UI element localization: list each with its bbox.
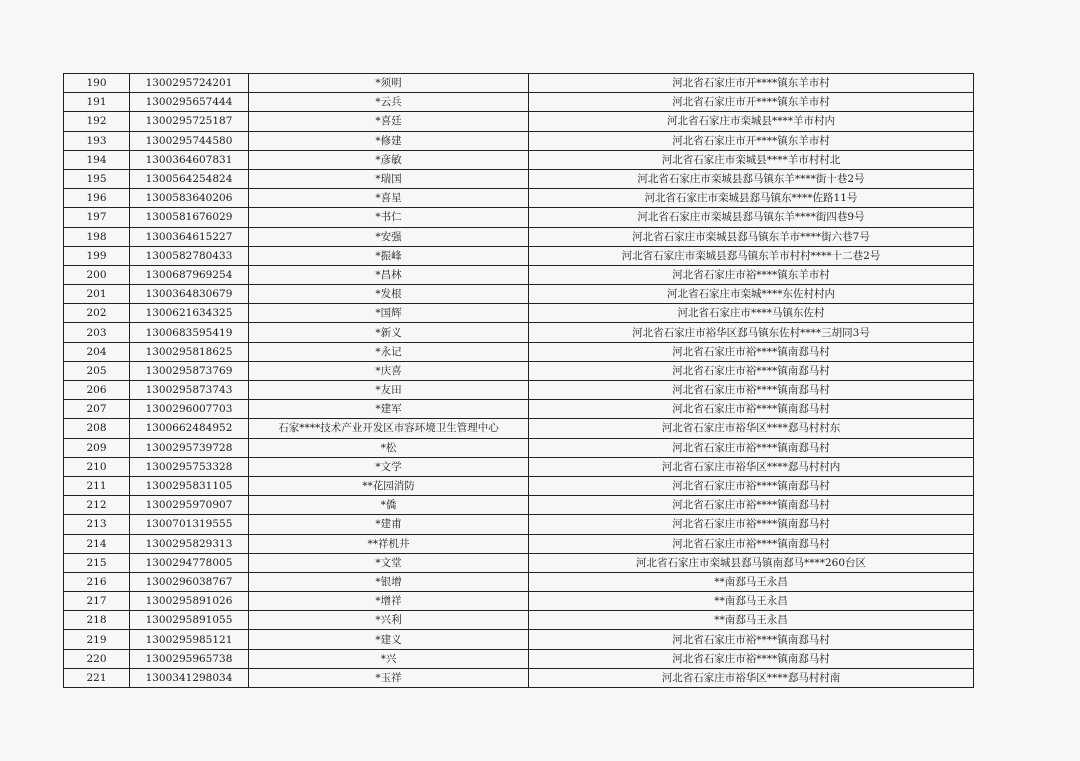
account-name-cell: *兴利 — [249, 611, 529, 630]
row-number-cell: 200 — [64, 265, 130, 284]
table-row — [64, 150, 974, 169]
address-cell: 河北省石家庄市栾城县郄马镇东羊****街四巷9号 — [529, 208, 974, 227]
account-id-cell: 1300295739728 — [130, 438, 249, 457]
account-name-cell: *云兵 — [249, 93, 529, 112]
address-cell: 河北省石家庄市裕****镇南郄马村 — [529, 400, 974, 419]
account-name-cell: *振峰 — [249, 246, 529, 265]
address-cell: 河北省石家庄市开****镇东羊市村 — [529, 131, 974, 150]
table-row — [64, 208, 974, 227]
account-name-cell: *须明 — [249, 74, 529, 93]
account-id-cell: 1300364830679 — [130, 285, 249, 304]
address-cell: 河北省石家庄市裕****镇南郄马村 — [529, 438, 974, 457]
account-name-cell: *修建 — [249, 131, 529, 150]
account-name-cell: *喜星 — [249, 189, 529, 208]
account-name-cell: *瑞国 — [249, 169, 529, 188]
account-name-cell: *文学 — [249, 457, 529, 476]
roster-body — [64, 74, 974, 688]
account-name-cell: *国辉 — [249, 304, 529, 323]
account-name-cell: *喜廷 — [249, 112, 529, 131]
account-name-cell: *发根 — [249, 285, 529, 304]
account-id-cell: 1300583640206 — [130, 189, 249, 208]
address-cell: 河北省石家庄市裕****镇南郄马村 — [529, 476, 974, 495]
account-id-cell: 1300295818625 — [130, 342, 249, 361]
table-row — [64, 169, 974, 188]
row-number-cell: 209 — [64, 438, 130, 457]
table-row — [64, 265, 974, 284]
address-cell: 河北省石家庄市栾城县郄马镇东羊市****街六巷7号 — [529, 227, 974, 246]
account-name-cell: *银增 — [249, 572, 529, 591]
address-cell: 河北省石家庄市开****镇东羊市村 — [529, 93, 974, 112]
address-cell: 河北省石家庄市栾城县郄马镇南郄马****260台区 — [529, 553, 974, 572]
address-cell: 河北省石家庄市裕华区****郄马村村内 — [529, 457, 974, 476]
address-cell: 河北省石家庄市裕华区****郄马村村东 — [529, 419, 974, 438]
row-number-cell: 210 — [64, 457, 130, 476]
account-id-cell: 1300295657444 — [130, 93, 249, 112]
account-id-cell: 1300364615227 — [130, 227, 249, 246]
row-number-cell: 191 — [64, 93, 130, 112]
address-cell: **南郄马王永昌 — [529, 592, 974, 611]
table-row — [64, 93, 974, 112]
address-cell: 河北省石家庄市裕****镇南郄马村 — [529, 342, 974, 361]
account-name-cell: *新义 — [249, 323, 529, 342]
account-name-cell: *兴 — [249, 649, 529, 668]
account-id-cell: 1300341298034 — [130, 668, 249, 687]
row-number-cell: 211 — [64, 476, 130, 495]
account-id-cell: 1300295891026 — [130, 592, 249, 611]
account-name-cell: *书仁 — [249, 208, 529, 227]
address-cell: 河北省石家庄市栾城县郄马镇东****佐路11号 — [529, 189, 974, 208]
account-id-cell: 1300295829313 — [130, 534, 249, 553]
table-row — [64, 361, 974, 380]
table-row — [64, 438, 974, 457]
address-cell: 河北省石家庄市裕****镇东羊市村 — [529, 265, 974, 284]
account-name-cell: *安强 — [249, 227, 529, 246]
row-number-cell: 197 — [64, 208, 130, 227]
address-cell: **南郄马王永昌 — [529, 572, 974, 591]
row-number-cell: 202 — [64, 304, 130, 323]
account-id-cell: 1300295965738 — [130, 649, 249, 668]
table-row — [64, 304, 974, 323]
account-name-cell: *文堂 — [249, 553, 529, 572]
account-name-cell: *松 — [249, 438, 529, 457]
account-id-cell: 1300683595419 — [130, 323, 249, 342]
row-number-cell: 201 — [64, 285, 130, 304]
row-number-cell: 196 — [64, 189, 130, 208]
account-id-cell: 1300295725187 — [130, 112, 249, 131]
account-id-cell: 1300621634325 — [130, 304, 249, 323]
table-row — [64, 323, 974, 342]
account-id-cell: 1300564254824 — [130, 169, 249, 188]
table-row — [64, 496, 974, 515]
row-number-cell: 212 — [64, 496, 130, 515]
address-cell: 河北省石家庄市裕****镇南郄马村 — [529, 361, 974, 380]
table-row — [64, 630, 974, 649]
account-name-cell: **花园消防 — [249, 476, 529, 495]
table-row — [64, 381, 974, 400]
account-name-cell: *建军 — [249, 400, 529, 419]
account-name-cell: *永记 — [249, 342, 529, 361]
address-cell: 河北省石家庄市裕****镇南郄马村 — [529, 496, 974, 515]
account-id-cell: 1300295985121 — [130, 630, 249, 649]
account-name-cell: *庆喜 — [249, 361, 529, 380]
account-name-cell: 石家****技术产业开发区市容环境卫生管理中心 — [249, 419, 529, 438]
address-cell: 河北省石家庄市栾城县郄马镇东羊市村村****十二巷2号 — [529, 246, 974, 265]
row-number-cell: 220 — [64, 649, 130, 668]
address-cell: 河北省石家庄市裕****镇南郄马村 — [529, 649, 974, 668]
table-row — [64, 112, 974, 131]
address-cell: 河北省石家庄市栾城县****羊市村内 — [529, 112, 974, 131]
row-number-cell: 219 — [64, 630, 130, 649]
table-row — [64, 515, 974, 534]
table-row — [64, 649, 974, 668]
row-number-cell: 207 — [64, 400, 130, 419]
row-number-cell: 218 — [64, 611, 130, 630]
account-id-cell: 1300701319555 — [130, 515, 249, 534]
row-number-cell: 193 — [64, 131, 130, 150]
table-row — [64, 74, 974, 93]
row-number-cell: 208 — [64, 419, 130, 438]
account-name-cell: *建义 — [249, 630, 529, 649]
table-row — [64, 553, 974, 572]
table-row — [64, 419, 974, 438]
account-id-cell: 1300581676029 — [130, 208, 249, 227]
roster-table — [63, 73, 974, 688]
table-row — [64, 342, 974, 361]
table-row — [64, 227, 974, 246]
account-id-cell: 1300364607831 — [130, 150, 249, 169]
address-cell: 河北省石家庄市栾城****东佐村村内 — [529, 285, 974, 304]
address-cell: 河北省石家庄市裕****镇南郄马村 — [529, 515, 974, 534]
account-id-cell: 1300296007703 — [130, 400, 249, 419]
account-id-cell: 1300295831105 — [130, 476, 249, 495]
account-name-cell: *僑 — [249, 496, 529, 515]
account-id-cell: 1300687969254 — [130, 265, 249, 284]
table-row — [64, 285, 974, 304]
table-row — [64, 668, 974, 687]
row-number-cell: 217 — [64, 592, 130, 611]
row-number-cell: 199 — [64, 246, 130, 265]
row-number-cell: 190 — [64, 74, 130, 93]
address-cell: **南郄马王永昌 — [529, 611, 974, 630]
address-cell: 河北省石家庄市裕****镇南郄马村 — [529, 381, 974, 400]
table-row — [64, 246, 974, 265]
row-number-cell: 214 — [64, 534, 130, 553]
row-number-cell: 198 — [64, 227, 130, 246]
account-name-cell: *友田 — [249, 381, 529, 400]
account-name-cell: *玉祥 — [249, 668, 529, 687]
account-id-cell: 1300295970907 — [130, 496, 249, 515]
row-number-cell: 192 — [64, 112, 130, 131]
row-number-cell: 195 — [64, 169, 130, 188]
address-cell: 河北省石家庄市****马镇东佐村 — [529, 304, 974, 323]
account-name-cell: *彦敏 — [249, 150, 529, 169]
row-number-cell: 203 — [64, 323, 130, 342]
account-name-cell: **祥机井 — [249, 534, 529, 553]
address-cell: 河北省石家庄市裕****镇南郄马村 — [529, 630, 974, 649]
row-number-cell: 206 — [64, 381, 130, 400]
address-cell: 河北省石家庄市开****镇东羊市村 — [529, 74, 974, 93]
address-cell: 河北省石家庄市裕华区郄马镇东佐村****三胡同3号 — [529, 323, 974, 342]
address-cell: 河北省石家庄市裕华区****郄马村村南 — [529, 668, 974, 687]
row-number-cell: 216 — [64, 572, 130, 591]
address-cell: 河北省石家庄市裕****镇南郄马村 — [529, 534, 974, 553]
account-id-cell: 1300295744580 — [130, 131, 249, 150]
table-row — [64, 131, 974, 150]
account-id-cell: 1300295873769 — [130, 361, 249, 380]
account-id-cell: 1300295891055 — [130, 611, 249, 630]
table-row — [64, 534, 974, 553]
row-number-cell: 221 — [64, 668, 130, 687]
table-row — [64, 592, 974, 611]
table-row — [64, 476, 974, 495]
table-row — [64, 572, 974, 591]
account-id-cell: 1300296038767 — [130, 572, 249, 591]
account-id-cell: 1300294778005 — [130, 553, 249, 572]
table-row — [64, 400, 974, 419]
account-name-cell: *建甫 — [249, 515, 529, 534]
table-row — [64, 457, 974, 476]
row-number-cell: 205 — [64, 361, 130, 380]
address-cell: 河北省石家庄市栾城县郄马镇东羊****街十巷2号 — [529, 169, 974, 188]
account-id-cell: 1300582780433 — [130, 246, 249, 265]
account-name-cell: *增祥 — [249, 592, 529, 611]
row-number-cell: 194 — [64, 150, 130, 169]
table-row — [64, 611, 974, 630]
account-id-cell: 1300295724201 — [130, 74, 249, 93]
row-number-cell: 204 — [64, 342, 130, 361]
table-row — [64, 189, 974, 208]
row-number-cell: 213 — [64, 515, 130, 534]
account-id-cell: 1300295753328 — [130, 457, 249, 476]
account-name-cell: *昌林 — [249, 265, 529, 284]
account-id-cell: 1300295873743 — [130, 381, 249, 400]
row-number-cell: 215 — [64, 553, 130, 572]
account-id-cell: 1300662484952 — [130, 419, 249, 438]
address-cell: 河北省石家庄市栾城县****羊市村村北 — [529, 150, 974, 169]
